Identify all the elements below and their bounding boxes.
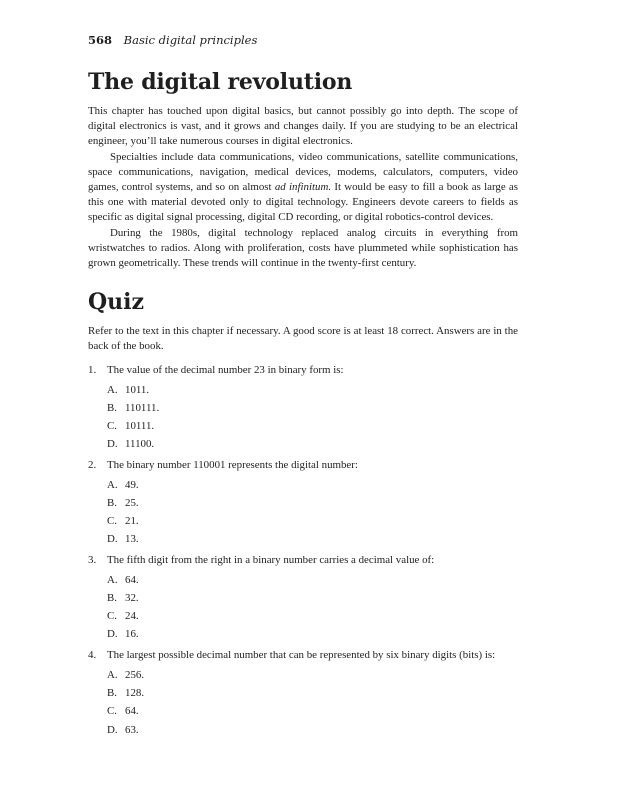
choice-letter: A. xyxy=(107,383,118,396)
answer-choice xyxy=(107,494,518,512)
answer-choice xyxy=(107,399,518,417)
section-title: The digital revolution xyxy=(88,69,353,95)
section-paragraph-2 xyxy=(88,150,518,226)
question-text-row xyxy=(88,458,518,473)
quiz-title: Quiz xyxy=(88,289,145,316)
answer-choice xyxy=(107,476,518,494)
choice-text: 110111. xyxy=(125,402,160,415)
choice-letter: D. xyxy=(107,628,118,641)
question-text: The largest possible decimal number that can be represented by six binary digits (bits) is: xyxy=(107,648,496,661)
answer-choice xyxy=(107,512,518,530)
choice-letter: B. xyxy=(107,592,117,605)
choice-letter: B. xyxy=(107,402,117,415)
question-number: 3. xyxy=(88,553,97,566)
section-paragraph-3: During the 1980s, digital technology replaced analog circuits in everything from wristwatches to radios. Along with proliferation, costs have plummeted while sophistication has grown geometrically. These trends will continue in the twenty-first century. xyxy=(88,226,518,270)
question-number: 4. xyxy=(88,648,97,661)
quiz-question-1 xyxy=(88,363,518,454)
answer-choices xyxy=(88,666,518,739)
choice-letter: A. xyxy=(107,668,118,681)
choice-text: 32. xyxy=(125,592,139,605)
paragraph-2-text-a: Specialties include data communications, video communications, satellite communications, space communications, navigation, medical devices, modems, calculators, computers, video games, control systems, and so on almost xyxy=(88,150,518,194)
paragraph-2-emphasis: ad infinitum. xyxy=(274,181,332,194)
book-page xyxy=(88,30,518,743)
question-text: The fifth digit from the right in a binary number carries a decimal value of: xyxy=(107,553,435,566)
choice-text: 24. xyxy=(125,610,139,623)
answer-choices xyxy=(88,381,518,454)
choice-text: 128. xyxy=(125,687,145,700)
choice-letter: B. xyxy=(107,497,117,510)
choice-text: 49. xyxy=(125,478,139,491)
choice-text: 11100. xyxy=(125,438,155,451)
choice-letter: C. xyxy=(107,420,117,433)
choice-text: 256. xyxy=(125,668,145,681)
answer-choice xyxy=(107,666,518,684)
question-number: 2. xyxy=(88,458,97,471)
choice-letter: C. xyxy=(107,705,117,718)
paragraph-2-text-b: It would be easy to fill a book as large as this one with material devoted only to digital technology. Engineers devote careers to fields as specific as digital signal processing, digital CD recording, or digital robotics-control devices. xyxy=(88,181,518,224)
page-number: 568 xyxy=(88,33,113,47)
running-header xyxy=(88,30,518,50)
choice-letter: C. xyxy=(107,515,117,528)
quiz-question-2 xyxy=(88,458,518,549)
choice-text: 16. xyxy=(125,628,139,641)
choice-text: 1011. xyxy=(125,383,150,396)
question-text: The binary number 110001 represents the digital number: xyxy=(107,458,358,471)
answer-choice xyxy=(107,530,518,548)
quiz-intro: Refer to the text in this chapter if necessary. A good score is at least 18 correct. Answers are in the back of the book. xyxy=(88,325,518,353)
question-text-row xyxy=(88,553,518,568)
choice-letter: D. xyxy=(107,723,118,736)
answer-choice xyxy=(107,721,518,739)
choice-text: 13. xyxy=(125,533,139,546)
section-paragraph-1: This chapter has touched upon digital basics, but cannot possibly go into depth. The scope of digital electronics is vast, and it grows and changes daily. If you are studying to be an electrical engineer, you’ll take numerous courses in digital electronics. xyxy=(88,105,518,148)
choice-letter: D. xyxy=(107,533,118,546)
quiz-questions xyxy=(88,363,518,739)
answer-choice xyxy=(107,589,518,607)
question-number: 1. xyxy=(88,363,97,376)
answer-choices xyxy=(88,476,518,549)
answer-choice xyxy=(107,625,518,643)
answer-choice xyxy=(107,684,518,702)
answer-choice xyxy=(107,702,518,720)
answer-choice xyxy=(107,607,518,625)
choice-text: 21. xyxy=(125,515,139,528)
answer-choice xyxy=(107,435,518,453)
answer-choice xyxy=(107,381,518,399)
question-text: The value of the decimal number 23 in binary form is: xyxy=(107,363,344,376)
choice-letter: C. xyxy=(107,610,117,623)
choice-text: 64. xyxy=(125,705,139,718)
question-text-row xyxy=(88,648,518,663)
quiz-question-3 xyxy=(88,553,518,644)
choice-letter: A. xyxy=(107,573,118,586)
choice-text: 10111. xyxy=(125,420,155,433)
quiz-question-4 xyxy=(88,648,518,739)
choice-letter: B. xyxy=(107,687,117,700)
choice-letter: A. xyxy=(107,478,118,491)
answer-choices xyxy=(88,571,518,644)
choice-letter: D. xyxy=(107,438,118,451)
answer-choice xyxy=(107,571,518,589)
running-title: Basic digital principles xyxy=(123,33,258,47)
choice-text: 63. xyxy=(125,723,139,736)
choice-text: 64. xyxy=(125,573,139,586)
answer-choice xyxy=(107,417,518,435)
choice-text: 25. xyxy=(125,497,139,510)
question-text-row xyxy=(88,363,518,378)
